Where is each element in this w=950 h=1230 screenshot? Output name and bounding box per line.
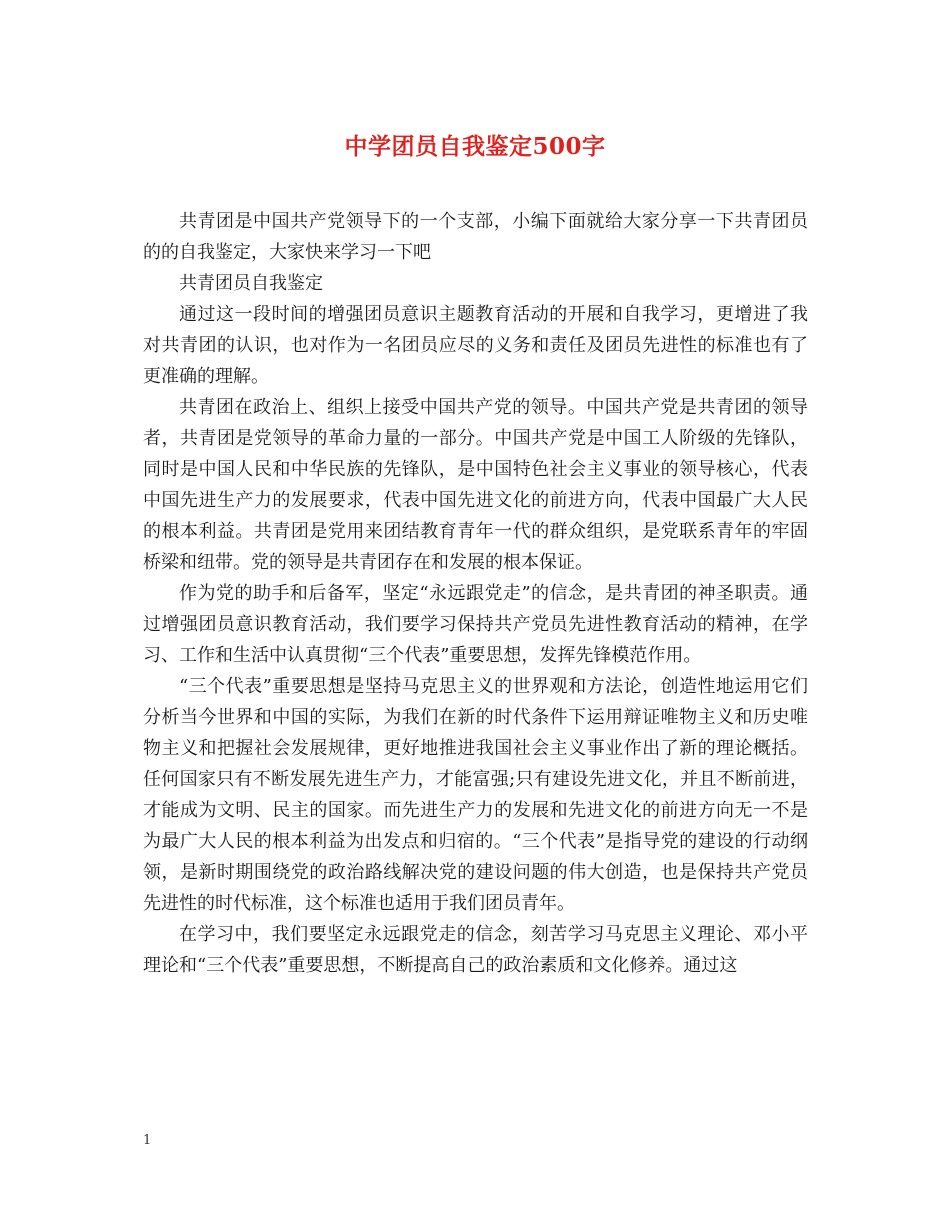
paragraph: 共青团在政治上、组织上接受中国共产党的领导。中国共产党是共青团的领导者，共青团是党领导的革命力量的一部分。中国共产党是中国工人阶级的先锋队，同时是中国人民和中华民族的先锋队，是中国特色社会主义事业的领导核心，代表中国先进生产力的发展要求，代表中国先进文化的前进方向，代表中国最广大人民的根本利益。共青团是党用来团结教育青年一代的群众组织，是党联系青年的牢固桥梁和纽带。党的领导是共青团存在和发展的根本保证。 — [143, 397, 808, 573]
paragraph-intro: 共青团是中国共产党领导下的一个支部，小编下面就给大家分享一下共青团员的的自我鉴定，大家快来学习一下吧 — [143, 211, 808, 263]
document-title: 中学团员自我鉴定500字 — [344, 133, 606, 160]
page-number: 1 — [143, 1133, 152, 1148]
document-body — [143, 206, 808, 981]
paragraph: 通过这一段时间的增强团员意识主题教育活动的开展和自我学习，更增进了我对共青团的认识，也对作为一名团员应尽的义务和责任及团员先进性的标准也有了更准确的理解。 — [143, 304, 808, 387]
paragraph: “三个代表”重要思想是坚持马克思主义的世界观和方法论，创造性地运用它们分析当今世界和中国的实际，为我们在新的时代条件下运用辩证唯物主义和历史唯物主义和把握社会发展规律，更好地推进我国社会主义事业作出了新的理论概括。任何国家只有不断发展先进生产力，才能富强;只有建设先进文化，并且不断前进，才能成为文明、民主的国家。而先进生产力的发展和先进文化的前进方向无一不是为最广大人民的根本利益为出发点和归宿的。“三个代表”是指导党的建设的行动纲领，是新时期围绕党的政治路线解决党的建设问题的伟大创造，也是保持共产党员先进性的时代标准，这个标准也适用于我们团员青年。 — [143, 676, 808, 914]
section-heading: 共青团员自我鉴定 — [179, 273, 323, 294]
paragraph: 在学习中，我们要坚定永远跟党走的信念，刻苦学习马克思主义理论、邓小平理论和“三个代表”重要思想，不断提高自己的政治素质和文化修养。通过这 — [143, 924, 808, 976]
paragraph: 作为党的助手和后备军，坚定“永远跟党走”的信念，是共青团的神圣职责。通过增强团员意识教育活动，我们要学习保持共产党员先进性教育活动的精神，在学习、工作和生活中认真贯彻“三个代表”重要思想，发挥先锋模范作用。 — [143, 583, 808, 666]
